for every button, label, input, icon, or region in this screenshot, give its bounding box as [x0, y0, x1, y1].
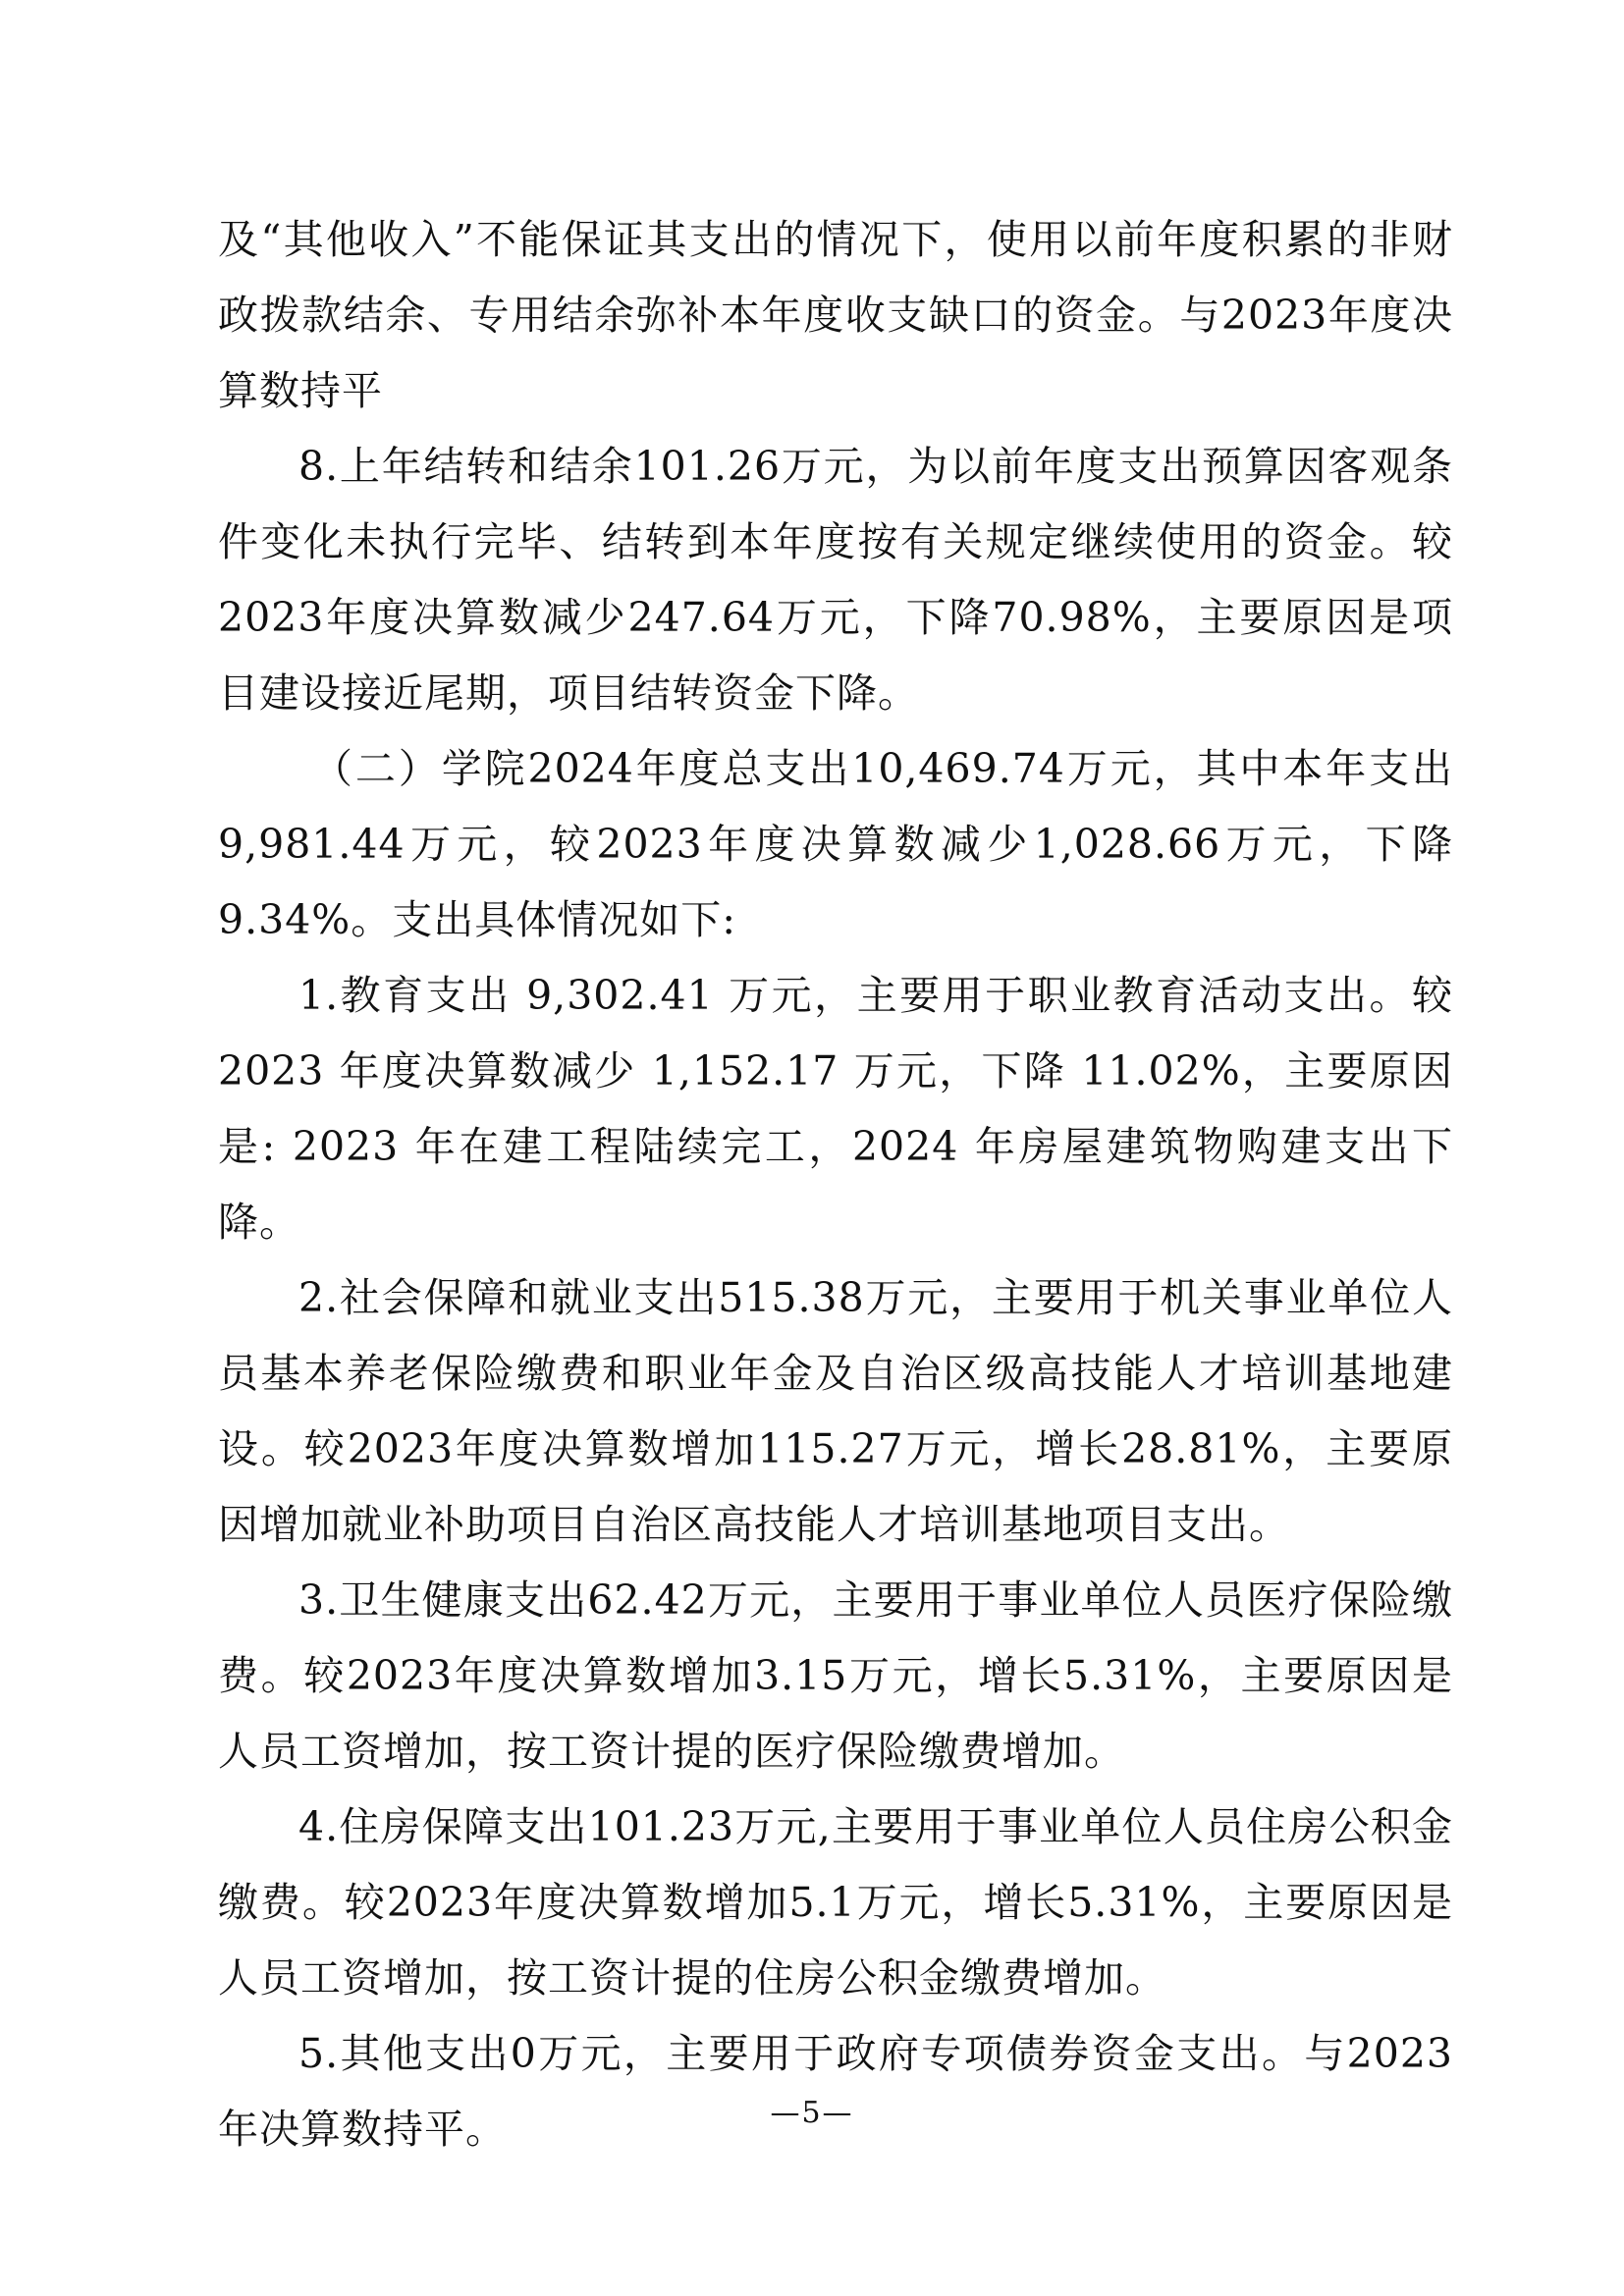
paragraph-education-expenditure: 1.教育支出 9,302.41 万元，主要用于职业教育活动支出。较 2023 年度决算数减少 1,152.17 万元，下降 11.02%，主要原因是: 2023 年在建工程陆续完工，2024 年房屋建筑物购建支出下降。: [218, 972, 1453, 1246]
document-body: [218, 202, 1453, 2167]
paragraph-social-security-expenditure: 2.社会保障和就业支出515.38万元，主要用于机关事业单位人员基本养老保险缴费和职业年金及自治区级高技能人才培训基地建设。较2023年度决算数增加115.27万元，增长28.81%，主要原因增加就业补助项目自治区高技能人才培训基地项目支出。: [218, 1274, 1453, 1548]
paragraph-other-expenditure: 5.其他支出0万元，主要用于政府专项债券资金支出。与2023年决算数持平。: [218, 2030, 1453, 2153]
paragraph-housing-expenditure: 4.住房保障支出101.23万元,主要用于事业单位人员住房公积金缴费。较2023年度决算数增加5.1万元，增长5.31%，主要原因是人员工资增加，按工资计提的住房公积金缴费增加。: [218, 1803, 1453, 2002]
page-number: —5—: [770, 2096, 854, 2130]
paragraph-continuation: 及“其他收入”不能保证其支出的情况下，使用以前年度积累的非财政拨款结余、专用结余弥补本年度收支缺口的资金。与2023年度决算数持平: [218, 216, 1453, 414]
paragraph-total-expenditure: （二）学院2024年度总支出10,469.74万元，其中本年支出9,981.44万元，较2023年度决算数减少1,028.66万元，下降9.34%。支出具体情况如下:: [218, 745, 1453, 943]
paragraph-carryover-balance: 8.上年结转和结余101.26万元，为以前年度支出预算因客观条件变化未执行完毕、结转到本年度按有关规定继续使用的资金。较2023年度决算数减少247.64万元，下降70.98%，主要原因是项目建设接近尾期，项目结转资金下降。: [218, 443, 1453, 717]
paragraph-health-expenditure: 3.卫生健康支出62.42万元，主要用于事业单位人员医疗保险缴费。较2023年度决算数增加3.15万元，增长5.31%，主要原因是人员工资增加，按工资计提的医疗保险缴费增加。: [218, 1576, 1453, 1775]
